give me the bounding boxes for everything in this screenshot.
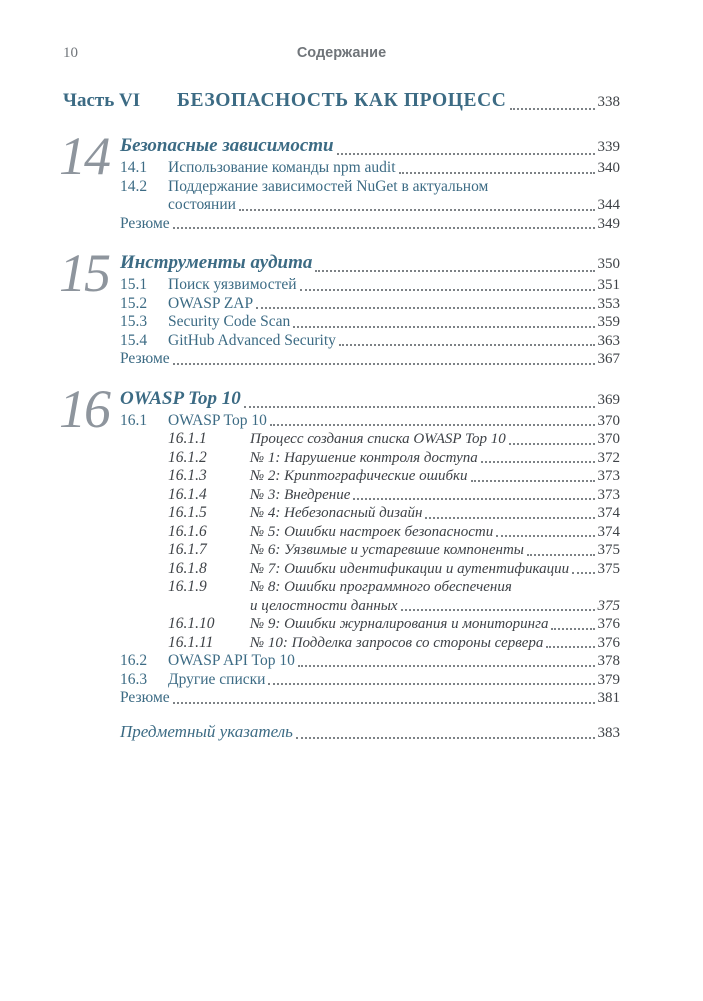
toc-summary-row bbox=[120, 689, 620, 708]
entry-text: № 3: Внедрение bbox=[250, 486, 351, 503]
entry-number: 16.1 bbox=[120, 411, 148, 429]
dot-leader bbox=[315, 270, 594, 272]
dot-leader bbox=[298, 665, 595, 667]
entry-page-number: 376 bbox=[597, 634, 620, 651]
entry-page-number: 381 bbox=[597, 690, 620, 706]
dot-leader bbox=[509, 443, 595, 445]
dot-leader bbox=[425, 517, 594, 519]
chapter-body bbox=[120, 251, 620, 369]
entry-page-number: 378 bbox=[597, 653, 620, 669]
summary-label: Резюме bbox=[120, 689, 170, 706]
dot-leader bbox=[527, 554, 595, 556]
entry-number: 15.4 bbox=[120, 331, 148, 349]
entry-text: № 2: Криптографические ошибки bbox=[250, 468, 468, 484]
dot-leader bbox=[572, 572, 594, 574]
entry-number: 15.3 bbox=[120, 313, 148, 330]
entry-page-number: 350 bbox=[597, 256, 620, 272]
entry-continuation-row bbox=[168, 196, 620, 215]
chapter-body bbox=[120, 387, 620, 708]
entry-page-number: 375 bbox=[597, 560, 620, 577]
dot-leader bbox=[256, 307, 594, 309]
toc-subentry-row bbox=[120, 449, 620, 468]
entry-page-number: 363 bbox=[597, 332, 620, 349]
entry-text: Процесс создания списка OWASP Top 10 bbox=[250, 431, 506, 447]
entry-page-number: 359 bbox=[597, 314, 620, 330]
entry-text: OWASP ZAP bbox=[168, 294, 254, 312]
entry-number: 14.1 bbox=[120, 159, 148, 176]
chapter-numeral: 14 bbox=[59, 126, 109, 186]
entry-number: 16.1.6 bbox=[168, 522, 207, 540]
toc-entry-row bbox=[120, 652, 620, 671]
entry-text: № 9: Ошибки журналирования и мониторинга bbox=[250, 616, 549, 632]
dot-leader bbox=[546, 646, 594, 648]
entry-number: 16.1.5 bbox=[168, 504, 207, 521]
toc-subentry-row bbox=[120, 430, 620, 449]
chapter-title-row bbox=[120, 387, 620, 412]
entry-text: № 7: Ошибки идентификации и аутентификации bbox=[250, 560, 570, 577]
entry-page-number: 369 bbox=[597, 391, 620, 408]
summary-label: Резюме bbox=[120, 350, 170, 367]
chapter-title: OWASP Top 10 bbox=[120, 387, 241, 409]
entry-text: № 4: Небезопасный дизайн bbox=[250, 505, 423, 521]
entry-page-number: 372 bbox=[597, 449, 620, 466]
entry-page-number: 374 bbox=[597, 505, 620, 521]
toc-summary-row bbox=[120, 350, 620, 369]
entry-number: 14.2 bbox=[120, 177, 148, 195]
entry-page-number: 379 bbox=[597, 671, 620, 688]
entry-number: 16.3 bbox=[120, 670, 148, 688]
toc-subentry-row bbox=[120, 634, 620, 653]
running-title: Содержание bbox=[296, 45, 387, 61]
chapter-numeral: 15 bbox=[59, 243, 109, 303]
chapter-body bbox=[120, 134, 620, 233]
toc-entry-row bbox=[120, 671, 620, 690]
index-title: Предметный указатель bbox=[120, 721, 293, 741]
entry-text-continuation: состоянии bbox=[168, 196, 236, 213]
toc-chapter-16 bbox=[59, 378, 620, 708]
entry-continuation-row bbox=[250, 597, 620, 616]
toc-entry-row bbox=[120, 412, 620, 431]
toc-entry-row bbox=[120, 178, 620, 197]
dot-leader bbox=[173, 363, 595, 365]
toc-subentry-row bbox=[120, 615, 620, 634]
entry-text: № 1: Нарушение контроля доступа bbox=[250, 449, 478, 466]
entry-text: GitHub Advanced Security bbox=[168, 331, 336, 349]
entry-page-number: 370 bbox=[597, 431, 620, 447]
entry-page-number: 376 bbox=[597, 616, 620, 632]
entry-page-number: 375 bbox=[597, 597, 620, 614]
dot-leader bbox=[481, 461, 595, 463]
entry-page-number: 370 bbox=[597, 412, 620, 429]
entry-page-number: 375 bbox=[597, 542, 620, 558]
entry-text: Другие списки bbox=[168, 670, 266, 688]
part-title: БЕЗОПАСНОСТЬ КАК ПРОЦЕСС bbox=[177, 90, 507, 111]
entry-number: 16.1.7 bbox=[168, 541, 207, 558]
part-row bbox=[63, 89, 620, 114]
dot-leader bbox=[293, 326, 594, 328]
entry-number: 16.2 bbox=[120, 652, 148, 669]
chapter-numeral: 16 bbox=[59, 378, 109, 439]
entry-page-number: 373 bbox=[597, 468, 620, 484]
toc-subentry-row bbox=[120, 504, 620, 523]
dot-leader bbox=[244, 406, 595, 408]
dot-leader bbox=[270, 424, 595, 426]
entry-number: 16.1.11 bbox=[168, 633, 214, 651]
toc-entry-row bbox=[120, 332, 620, 351]
dot-leader bbox=[401, 609, 595, 611]
chapter-title-row bbox=[120, 251, 620, 276]
entry-text: № 5: Ошибки настроек безопасности bbox=[250, 523, 494, 540]
toc-entry-row bbox=[120, 159, 620, 178]
page-header bbox=[63, 45, 620, 65]
entry-number: 16.1.3 bbox=[168, 467, 207, 484]
entry-page-number: 339 bbox=[597, 139, 620, 155]
entry-number: 16.1.8 bbox=[168, 559, 207, 577]
entry-page-number: 353 bbox=[597, 295, 620, 312]
index-page-number: 383 bbox=[597, 724, 620, 741]
entry-text: OWASP API Top 10 bbox=[168, 652, 295, 669]
summary-label: Резюме bbox=[120, 214, 170, 232]
dot-leader bbox=[496, 535, 594, 537]
toc-summary-row bbox=[120, 215, 620, 234]
chapter-title-row bbox=[120, 134, 620, 159]
entry-page-number: 351 bbox=[597, 277, 620, 293]
toc-subentry-row bbox=[120, 467, 620, 486]
chapters-container bbox=[59, 126, 620, 708]
toc-entry-row bbox=[120, 313, 620, 332]
dot-leader bbox=[353, 498, 594, 500]
toc-subentry-row bbox=[120, 541, 620, 560]
toc-entry-row bbox=[120, 295, 620, 314]
entry-page-number: 340 bbox=[597, 160, 620, 176]
dot-leader bbox=[173, 702, 595, 704]
entry-page-number: 367 bbox=[597, 351, 620, 367]
folio-page-number: 10 bbox=[63, 45, 78, 61]
entry-text: № 6: Уязвимые и устаревшие компоненты bbox=[250, 542, 524, 558]
chapter-title: Инструменты аудита bbox=[120, 252, 313, 273]
entry-text: Использование команды npm audit bbox=[168, 159, 396, 176]
entry-text: OWASP Top 10 bbox=[168, 411, 267, 429]
entry-number: 15.1 bbox=[120, 276, 148, 293]
entry-text: № 8: Ошибки программного обеспечения bbox=[250, 579, 512, 595]
toc-entry-row bbox=[120, 276, 620, 295]
entry-text: Поддержание зависимостей NuGet в актуальном bbox=[168, 177, 489, 195]
entry-text: № 10: Подделка запросов со стороны сервера bbox=[250, 634, 544, 651]
toc-chapter-15 bbox=[59, 243, 620, 369]
dot-leader bbox=[337, 153, 595, 155]
dot-leader bbox=[510, 108, 595, 110]
toc-subentry-row bbox=[120, 486, 620, 505]
part-label: Часть VI bbox=[63, 90, 141, 111]
toc-subentry-row bbox=[120, 523, 620, 542]
entry-page-number: 373 bbox=[597, 486, 620, 503]
entry-text-continuation: и целостности данных bbox=[250, 597, 398, 614]
dot-leader bbox=[551, 628, 594, 630]
dot-leader bbox=[471, 480, 595, 482]
dot-leader bbox=[399, 172, 595, 174]
dot-leader bbox=[239, 209, 595, 211]
entry-page-number: 374 bbox=[597, 523, 620, 540]
dot-leader bbox=[339, 344, 595, 346]
entry-number: 16.1.2 bbox=[168, 448, 207, 466]
entry-number: 16.1.1 bbox=[168, 430, 207, 447]
entry-page-number: 344 bbox=[597, 197, 620, 213]
chapter-title: Безопасные зависимости bbox=[120, 135, 334, 156]
toc-subentry-row bbox=[120, 560, 620, 579]
entry-number: 15.2 bbox=[120, 294, 148, 312]
toc-subentry-row bbox=[120, 578, 620, 597]
entry-number: 16.1.4 bbox=[168, 485, 207, 503]
dot-leader bbox=[173, 227, 595, 229]
dot-leader bbox=[296, 737, 595, 739]
entry-page-number: 349 bbox=[597, 215, 620, 232]
entry-number: 16.1.9 bbox=[168, 578, 207, 595]
entry-number: 16.1.10 bbox=[168, 615, 215, 632]
entry-text: Поиск уязвимостей bbox=[168, 276, 297, 293]
dot-leader bbox=[268, 683, 594, 685]
part-page-number: 338 bbox=[597, 94, 620, 110]
index-row bbox=[120, 722, 620, 743]
entry-text: Security Code Scan bbox=[168, 313, 291, 330]
toc-chapter-14 bbox=[59, 126, 620, 233]
dot-leader bbox=[300, 289, 595, 291]
